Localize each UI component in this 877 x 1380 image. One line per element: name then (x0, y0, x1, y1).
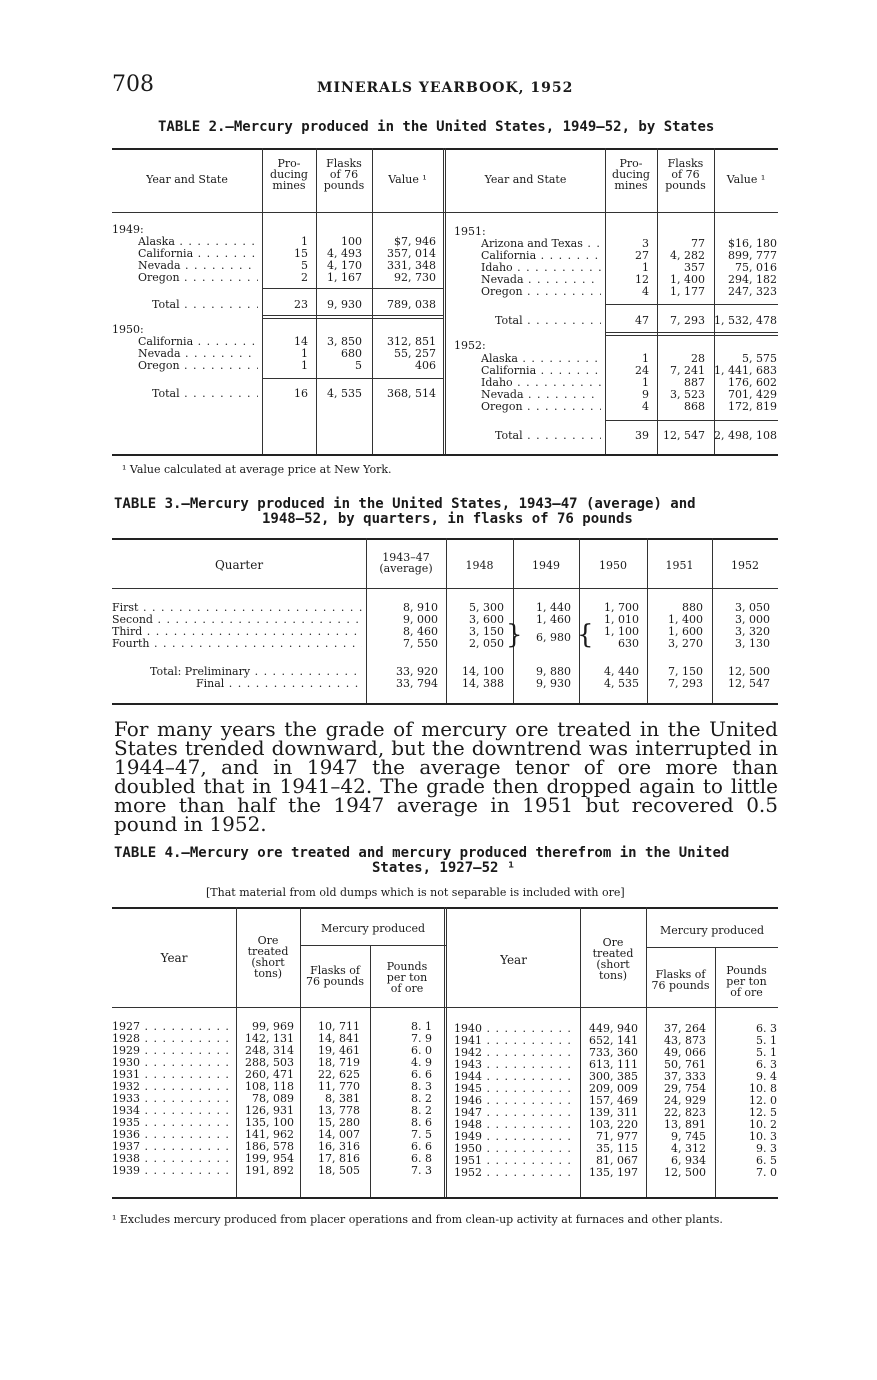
t3-final-1950: 4, 535 (604, 677, 639, 690)
t4-ore: 199, 954 (245, 1152, 294, 1165)
t2-value: 75, 016 (735, 261, 777, 274)
t2-flasks: 7, 241 (670, 364, 705, 377)
t3-brace-left: { (577, 620, 594, 650)
t4-pounds: 6. 6 (411, 1140, 432, 1153)
t3-header-1950: 1950 (599, 559, 627, 572)
t4-header-mercury-produced-right: Mercury produced (659, 924, 764, 937)
t3-prelim-avg: 33, 920 (396, 665, 438, 678)
t2-flasks: 3, 523 (670, 388, 705, 401)
t4-year: 1935 . . . (112, 1117, 230, 1129)
t3-1951: 3, 270 (668, 637, 703, 650)
t4-year: 1927 . . . (112, 1021, 230, 1033)
t2-year-1952: 1952: (454, 339, 486, 352)
t4-flasks: 18, 505 (318, 1164, 360, 1177)
t4-ore: 652, 141 (589, 1034, 638, 1047)
t2-flasks: 100 (341, 235, 362, 248)
t3-prelim-1950: 4, 440 (604, 665, 639, 678)
t4-ore: 613, 111 (589, 1058, 638, 1071)
t4-ore: 103, 220 (589, 1118, 638, 1131)
t4-flasks: 16, 316 (318, 1140, 360, 1153)
t3-header-1948: 1948 (465, 559, 494, 572)
t2-value: $16, 180 (728, 237, 777, 250)
t2-value: 172, 819 (728, 400, 777, 413)
t4-year: 1948 . . . (454, 1119, 574, 1131)
t4-year: 1943 . . . (454, 1059, 574, 1071)
t4-year: 1951 . . . (454, 1155, 574, 1167)
t2-mines: 1 (301, 235, 308, 248)
t3-header-1949: 1949 (532, 559, 560, 572)
table4-caption-line1: TABLE 4.—Mercury ore treated and mercury produced therefrom in the United (114, 845, 730, 861)
t3-1948: 3, 150 (469, 625, 504, 638)
t3-avg: 8, 460 (403, 625, 438, 638)
t2-1949-total-mines: 23 (294, 298, 308, 311)
t2-state: Alaska . . . (481, 353, 601, 365)
t4-year: 1929 . . . (112, 1045, 230, 1057)
t2-1952-total-flasks: 12, 547 (663, 429, 705, 442)
t2-flasks: 1, 400 (670, 273, 705, 286)
t2-1950-total-value: 368, 514 (387, 387, 436, 400)
t3-1949: 1, 440 (536, 601, 571, 614)
t2-state: Arizona and Texas . . . (481, 238, 601, 250)
t2-flasks: 887 (684, 376, 705, 389)
t2-flasks: 3, 850 (327, 335, 362, 348)
t2-flasks: 4, 170 (327, 259, 362, 272)
t3-final-avg: 33, 794 (396, 677, 438, 690)
t4-flasks: 13, 778 (318, 1104, 360, 1117)
t4-header-ore: Ore treated (short tons) (247, 934, 289, 980)
t2-header-value: Value ¹ (388, 173, 427, 186)
t2-flasks: 680 (341, 347, 362, 360)
t2-year-1949: 1949: (112, 223, 144, 236)
t2-flasks: 28 (691, 352, 705, 365)
t2-flasks: 5 (355, 359, 362, 372)
t2-1952-total-value: 2, 498, 108 (714, 429, 777, 442)
t2-1950-total-mines: 16 (294, 387, 308, 400)
t4-ore: 288, 503 (245, 1056, 294, 1069)
t3-1948: 3, 600 (469, 613, 504, 626)
t3-brace-right: } (506, 620, 523, 650)
t3-avg: 9, 000 (403, 613, 438, 626)
t4-pounds: 7. 0 (756, 1166, 777, 1179)
t4-ore: 81, 067 (596, 1154, 638, 1167)
t3-header-1952: 1952 (731, 559, 759, 572)
t2-mines: 1 (642, 352, 649, 365)
t2-1949-total-flasks: 9, 930 (327, 298, 362, 311)
t2-state: California . . . (138, 248, 258, 260)
t4-flasks: 22, 823 (664, 1106, 706, 1119)
t2-value: 92, 730 (394, 271, 436, 284)
t4-header-flasks-right: Flasks of 76 pounds (651, 968, 710, 992)
t3-prelim-1952: 12, 500 (728, 665, 770, 678)
t3-quarter-label: Second . . . (112, 614, 362, 626)
t4-header-flasks: Flasks of 76 pounds (305, 964, 364, 988)
t4-year: 1946 . . . (454, 1095, 574, 1107)
t4-ore: 126, 931 (245, 1104, 294, 1117)
t2-mines: 1 (642, 376, 649, 389)
t2-mines: 14 (294, 335, 308, 348)
t4-year: 1937 . . . (112, 1141, 230, 1153)
t4-pounds: 7. 3 (411, 1164, 432, 1177)
t4-flasks: 12, 500 (664, 1166, 706, 1179)
body-paragraph: For many years the grade of mercury ore treated in the United States trended downward, but the downtrend was interrupted in 1944–47, and in 1947 the average tenor of ore more than doubled that in 1941–42. The grade then dropped again to little more than half the 1947 average in 1951 but recovered 0.5 pound in 1952. (114, 717, 778, 836)
t3-1950: 1, 700 (604, 601, 639, 614)
t3-1949: 1, 460 (536, 613, 571, 626)
t4-ore: 139, 311 (589, 1106, 638, 1119)
t2-1951-total-label: Total . . . (495, 315, 601, 327)
t4-pounds: 10. 2 (749, 1118, 777, 1131)
t2-mines: 1 (301, 347, 308, 360)
t4-year: 1942 . . . (454, 1047, 574, 1059)
t4-pounds: 9. 4 (756, 1070, 777, 1083)
t3-quarter-label: Third . . . (112, 626, 362, 638)
t4-ore: 35, 115 (596, 1142, 638, 1155)
t2-header-year-state-right: Year and State (484, 173, 567, 186)
t3-prelim-1951: 7, 150 (668, 665, 703, 678)
t4-flasks: 9, 745 (671, 1130, 706, 1143)
t4-pounds: 6. 6 (411, 1068, 432, 1081)
t2-state: Nevada . . . (481, 274, 601, 286)
t4-right-body (454, 1023, 778, 1179)
t2-mines: 1 (642, 261, 649, 274)
table2-caption: TABLE 2.—Mercury produced in the United States, 1949–52, by States (158, 119, 715, 135)
t4-ore: 71, 977 (596, 1130, 638, 1143)
t2-header-mines: Pro- ducing mines (270, 157, 308, 192)
t4-ore: 733, 360 (589, 1046, 638, 1059)
t4-year: 1952 . . . (454, 1167, 574, 1179)
table3-caption (114, 497, 778, 527)
t4-ore: 186, 578 (245, 1140, 294, 1153)
t4-year: 1945 . . . (454, 1083, 574, 1095)
t3-prelim-1949: 9, 880 (536, 665, 571, 678)
t3-1950: 1, 010 (604, 613, 639, 626)
t4-pounds: 5. 1 (756, 1034, 777, 1047)
table4-caption-line2: States, 1927–52 ¹ (372, 860, 516, 876)
t3-1952: 3, 130 (735, 637, 770, 650)
t3-1952: 3, 050 (735, 601, 770, 614)
t4-left-body (112, 1021, 444, 1177)
t3-header-1951: 1951 (665, 559, 694, 572)
t4-flasks: 29, 754 (664, 1082, 706, 1095)
t2-state: Oregon . . . (138, 360, 258, 372)
t2-1950-total-label: Total . . . (152, 388, 258, 400)
t2-mines: 9 (642, 388, 649, 401)
table3 (112, 538, 778, 706)
page-header (112, 72, 777, 102)
t2-value: 899, 777 (728, 249, 777, 262)
t2-flasks: 868 (684, 400, 705, 413)
t4-ore: 300, 385 (589, 1070, 638, 1083)
t4-row (112, 1165, 444, 1177)
t4-flasks: 18, 719 (318, 1056, 360, 1069)
t2-value: 294, 182 (728, 273, 777, 286)
t3-1952: 3, 000 (735, 613, 770, 626)
t3-1950: 1, 100 (604, 625, 639, 638)
t4-year: 1941 . . . (454, 1035, 574, 1047)
t4-flasks: 24, 929 (664, 1094, 706, 1107)
t2-mines: 3 (642, 237, 649, 250)
t4-ore: 78, 089 (252, 1092, 294, 1105)
t4-flasks: 37, 264 (664, 1022, 706, 1035)
t3-1951: 880 (682, 601, 703, 614)
t4-year: 1932 . . . (112, 1081, 230, 1093)
t2-1951-total-flasks: 7, 293 (670, 314, 705, 327)
t2-1952-total-label: Total . . . (495, 430, 601, 442)
t4-ore: 142, 131 (245, 1032, 294, 1045)
table4 (112, 907, 778, 1202)
t3-1950: 630 (618, 637, 639, 650)
t4-flasks: 6, 934 (671, 1154, 706, 1167)
t2-state: Nevada . . . (481, 389, 601, 401)
t4-ore: 209, 009 (589, 1082, 638, 1095)
table3-caption-line1: TABLE 3.—Mercury produced in the United States, 1943–47 (average) and (114, 496, 696, 512)
t2-flasks: 1, 167 (327, 271, 362, 284)
running-head: MINERALS YEARBOOK, 1952 (317, 80, 574, 96)
t2-flasks: 77 (691, 237, 705, 250)
t4-year: 1930 . . . (112, 1057, 230, 1069)
t2-mines: 4 (642, 400, 649, 413)
t4-flasks: 50, 761 (664, 1058, 706, 1071)
t4-flasks: 11, 770 (318, 1080, 360, 1093)
page-number: 708 (112, 72, 154, 97)
t4-row (454, 1167, 778, 1179)
t4-year: 1936 . . . (112, 1129, 230, 1141)
t3-1949-bracket-value: 6, 980 (536, 631, 571, 644)
t3-total-prelim-label: Total: Preliminary . . . (150, 666, 362, 678)
t4-flasks: 15, 280 (318, 1116, 360, 1129)
t2-flasks: 1, 177 (670, 285, 705, 298)
t4-flasks: 49, 066 (664, 1046, 706, 1059)
t3-1951: 1, 400 (668, 613, 703, 626)
table2 (112, 148, 778, 458)
t2-mines: 5 (301, 259, 308, 272)
t3-final-1951: 7, 293 (668, 677, 703, 690)
t3-prelim-1948: 14, 100 (462, 665, 504, 678)
t2-value: $7, 946 (394, 235, 436, 248)
t2-value: 357, 014 (387, 247, 436, 260)
t4-pounds: 7. 5 (411, 1128, 432, 1141)
t4-flasks: 13, 891 (664, 1118, 706, 1131)
t2-header-mines-right: Pro- ducing mines (612, 157, 650, 192)
t3-quarter-label: Fourth . . . (112, 638, 362, 650)
t4-flasks: 17, 816 (318, 1152, 360, 1165)
t4-pounds: 12. 5 (749, 1106, 777, 1119)
t2-flasks: 4, 282 (670, 249, 705, 262)
t2-year-1951: 1951: (454, 225, 486, 238)
t2-flasks: 4, 493 (327, 247, 362, 260)
t4-pounds: 9. 3 (756, 1142, 777, 1155)
t2-value: 5, 575 (742, 352, 777, 365)
t4-year: 1947 . . . (454, 1107, 574, 1119)
t4-pounds: 8. 1 (411, 1020, 432, 1033)
t2-value: 247, 323 (728, 285, 777, 298)
t3-avg: 8, 910 (403, 601, 438, 614)
t4-pounds: 5. 1 (756, 1046, 777, 1059)
t2-value: 55, 257 (394, 347, 436, 360)
t4-flasks: 10, 711 (318, 1020, 360, 1033)
t2-header-flasks-right: Flasks of 76 pounds (665, 157, 706, 192)
t4-flasks: 43, 873 (664, 1034, 706, 1047)
t4-header-pounds-right: Pounds per ton of ore (726, 964, 767, 999)
t2-state: Idaho . . . (481, 262, 601, 274)
table2-footnote: ¹ Value calculated at average price at New York. (122, 463, 392, 476)
t4-flasks: 8, 381 (325, 1092, 360, 1105)
t2-mines: 12 (635, 273, 649, 286)
t4-year: 1938 . . . (112, 1153, 230, 1165)
t3-1951: 1, 600 (668, 625, 703, 638)
t2-header-year-state: Year and State (146, 173, 228, 186)
t2-state: Oregon . . . (138, 272, 258, 284)
t4-ore: 108, 118 (245, 1080, 294, 1093)
t2-value: 312, 851 (387, 335, 436, 348)
t4-header-year: Year (160, 951, 188, 965)
table4-footnote: ¹ Excludes mercury produced from placer operations and from clean-up activity at furnaces and other plants. (112, 1213, 723, 1226)
t4-pounds: 8. 6 (411, 1116, 432, 1129)
t2-value: 331, 348 (387, 259, 436, 272)
t4-ore: 191, 892 (245, 1164, 294, 1177)
t2-value: 176, 602 (728, 376, 777, 389)
t4-pounds: 8. 2 (411, 1104, 432, 1117)
t2-1951-total-mines: 47 (635, 314, 649, 327)
table4-caption (114, 846, 778, 876)
t4-year: 1944 . . . (454, 1071, 574, 1083)
t2-state: California . . . (138, 336, 258, 348)
t2-header-flasks: Flasks of 76 pounds (323, 157, 365, 192)
table4-note: [That material from old dumps which is not separable is included with ore] (206, 886, 625, 899)
t4-header-year-right: Year (500, 953, 527, 967)
t4-pounds: 10. 3 (749, 1130, 777, 1143)
t2-header-value-right: Value ¹ (726, 173, 766, 186)
t2-state: Alaska . . . (138, 236, 258, 248)
t2-value: 406 (415, 359, 436, 372)
t4-pounds: 12. 0 (749, 1094, 777, 1107)
t3-avg: 7, 550 (403, 637, 438, 650)
t4-flasks: 4, 312 (671, 1142, 706, 1155)
t4-flasks: 14, 841 (318, 1032, 360, 1045)
t2-1949-total-label: Total . . . (152, 299, 258, 311)
t2-1949-total-value: 789, 038 (387, 298, 436, 311)
t4-flasks: 22, 625 (318, 1068, 360, 1081)
t2-mines: 27 (635, 249, 649, 262)
t3-final-1948: 14, 388 (462, 677, 504, 690)
t4-year: 1940 . . . (454, 1023, 574, 1035)
t3-quarter-label: First . . . (112, 602, 362, 614)
t4-year: 1928 . . . (112, 1033, 230, 1045)
t4-year: 1949 . . . (454, 1131, 574, 1143)
t2-year-1950: 1950: (112, 323, 144, 336)
t4-pounds: 4. 9 (411, 1056, 432, 1069)
t4-pounds: 6. 3 (756, 1022, 777, 1035)
t4-ore: 135, 100 (245, 1116, 294, 1129)
t2-state: California . . . (481, 365, 601, 377)
t4-pounds: 8. 2 (411, 1092, 432, 1105)
t4-ore: 135, 197 (589, 1166, 638, 1179)
t4-ore: 248, 314 (245, 1044, 294, 1057)
t4-pounds: 6. 3 (756, 1058, 777, 1071)
t4-ore: 141, 962 (245, 1128, 294, 1141)
t2-mines: 2 (301, 271, 308, 284)
t4-ore: 157, 469 (589, 1094, 638, 1107)
t3-header-quarter: Quarter (214, 558, 264, 572)
t3-final-1952: 12, 547 (728, 677, 770, 690)
t4-pounds: 7. 9 (411, 1032, 432, 1045)
t4-header-pounds: Pounds per ton of ore (386, 960, 428, 995)
t4-year: 1939 . . . (112, 1165, 230, 1177)
t4-pounds: 6. 8 (411, 1152, 432, 1165)
t4-flasks: 37, 333 (664, 1070, 706, 1083)
t2-state: Nevada . . . (138, 260, 258, 272)
t2-mines: 1 (301, 359, 308, 372)
t2-1951-total-value: 1, 532, 478 (714, 314, 777, 327)
t2-mines: 15 (294, 247, 308, 260)
t4-year: 1934 . . . (112, 1105, 230, 1117)
t4-year: 1933 . . . (112, 1093, 230, 1105)
t2-state: Oregon . . . (481, 401, 601, 413)
t2-1952-total-mines: 39 (635, 429, 649, 442)
t3-header-avg: 1943–47 (average) (379, 551, 433, 575)
table3-caption-line2: 1948–52, by quarters, in flasks of 76 pounds (262, 511, 633, 527)
t3-1948: 5, 300 (469, 601, 504, 614)
t4-ore: 260, 471 (245, 1068, 294, 1081)
t2-flasks: 357 (684, 261, 705, 274)
t2-mines: 24 (635, 364, 649, 377)
t2-state: Idaho . . . (481, 377, 601, 389)
t2-state: Oregon . . . (481, 286, 601, 298)
t4-pounds: 10. 8 (749, 1082, 777, 1095)
t4-ore: 449, 940 (589, 1022, 638, 1035)
t3-1952: 3, 320 (735, 625, 770, 638)
t3-1948: 2, 050 (469, 637, 504, 650)
t4-year: 1931 . . . (112, 1069, 230, 1081)
t4-flasks: 14, 007 (318, 1128, 360, 1141)
t2-mines: 4 (642, 285, 649, 298)
t3-final-label: Final . . . (196, 678, 362, 690)
t2-1950-total-flasks: 4, 535 (327, 387, 362, 400)
t4-pounds: 6. 5 (756, 1154, 777, 1167)
t4-year: 1950 . . . (454, 1143, 574, 1155)
t4-header-mercury-produced: Mercury produced (320, 922, 425, 935)
t4-header-ore-right: Ore treated (short tons) (592, 936, 634, 982)
t2-state: Nevada . . . (138, 348, 258, 360)
t2-value: 701, 429 (728, 388, 777, 401)
t2-value: 1, 441, 683 (714, 364, 777, 377)
t2-state: California . . . (481, 250, 601, 262)
t4-ore: 99, 969 (252, 1020, 294, 1033)
t4-pounds: 8. 3 (411, 1080, 432, 1093)
t3-final-1949: 9, 930 (536, 677, 571, 690)
t4-pounds: 6. 0 (411, 1044, 432, 1057)
t4-flasks: 19, 461 (318, 1044, 360, 1057)
